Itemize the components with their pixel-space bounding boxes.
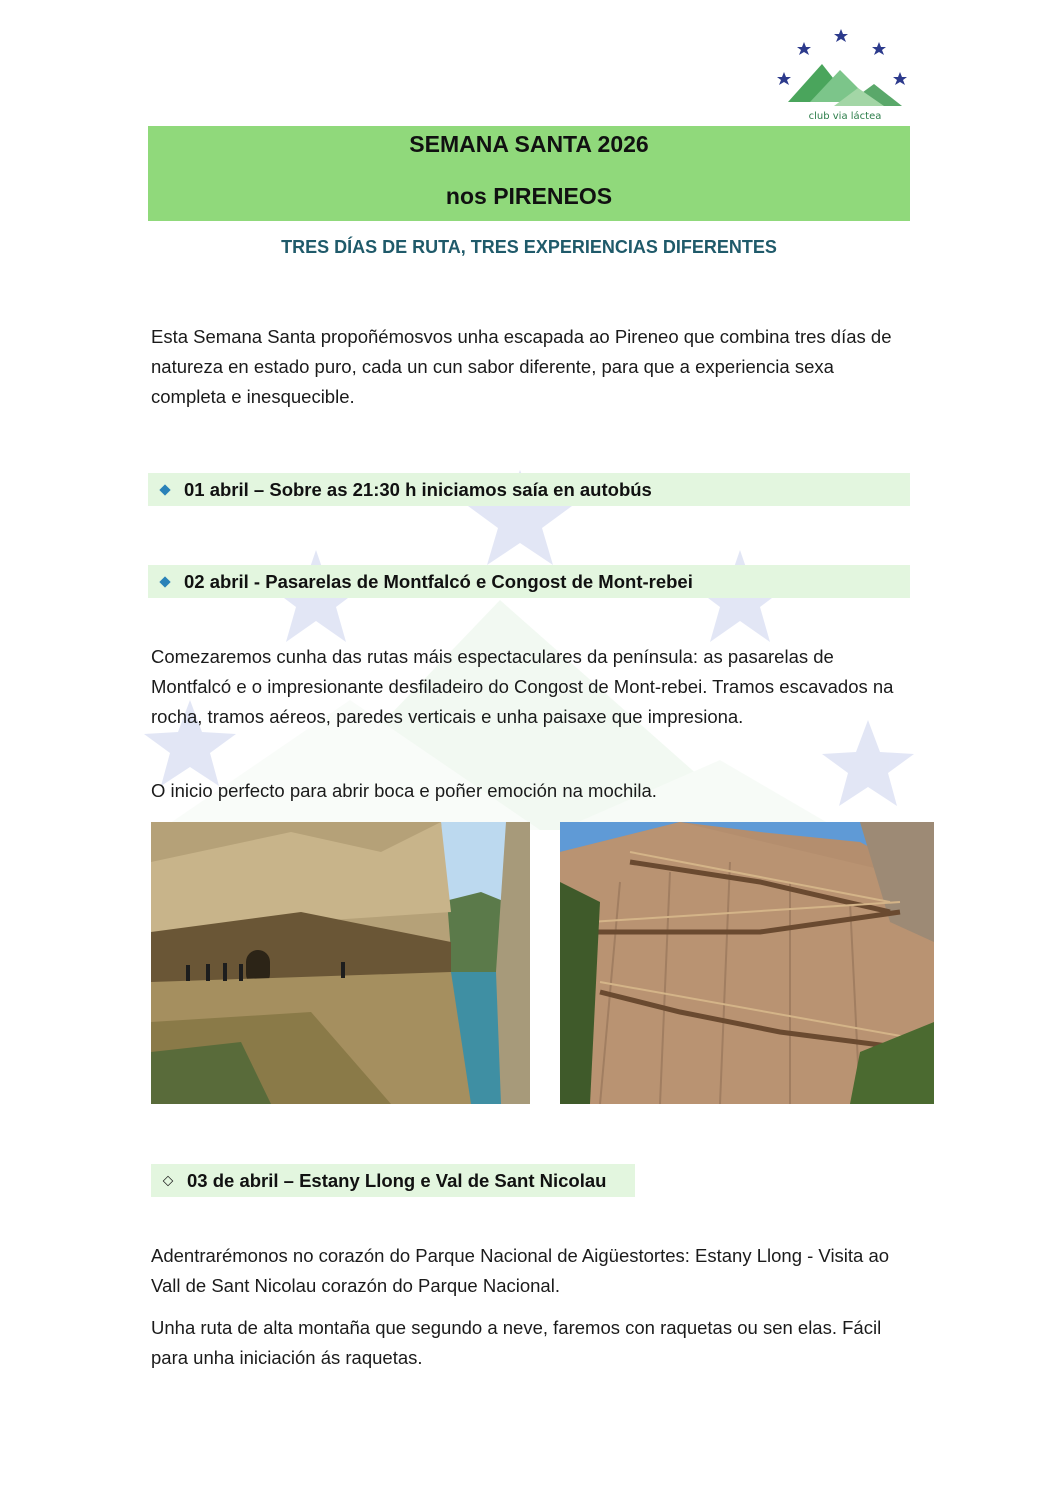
subtitle: TRES DÍAS DE RUTA, TRES EXPERIENCIAS DIFERENTES [281,237,777,257]
photo-canyon-path [151,822,530,1104]
day-2-bar [148,565,910,598]
day-3-bar [151,1164,635,1197]
day-2-paragraph-1: Comezaremos cunha das rutas máis espectaculares da península: as pasarelas de Montfalcó e o impresionante desfiladeiro do Congost de Mont-rebei. Tramos escavados na rocha, tramos aéreos, paredes verticais e unha paisaxe que impresiona. [151,646,894,727]
logo-text: club via láctea [808,111,882,122]
title-line-1: SEMANA SANTA 2026 [409,131,649,157]
intro-paragraph: Esta Semana Santa propoñémosvos unha escapada ao Pireneo que combina tres días de natureza en estado puro, cada un cun sabor diferente, para que a experiencia sexa completa e inesquecible. [151,326,892,407]
day-1-label: 01 abril – Sobre as 21:30 h iniciamos saía en autobús [184,478,652,500]
day-2-label: 02 abril - Pasarelas de Montfalcó e Congost de Mont-rebei [184,570,693,592]
photo-wooden-walkways [560,822,934,1104]
title-banner [148,126,910,221]
day-3-label: 03 de abril – Estany Llong e Val de Sant Nicolau [187,1169,607,1191]
day-1-bar [148,473,910,506]
diamond-bullet-icon [159,576,170,587]
day-2-paragraph-2: O inicio perfecto para abrir boca e poñer emoción na mochila. [151,780,657,801]
day-3-paragraph-2: Unha ruta de alta montaña que segundo a neve, faremos con raquetas ou sen elas. Fácil para unha iniciación ás raquetas. [151,1317,882,1368]
hollow-diamond-bullet-icon [163,1175,174,1186]
day-3-paragraph-1: Adentrarémonos no corazón do Parque Nacional de Aigüestortes: Estany Llong - Visita ao Vall de Sant Nicolau corazón do Parque Nacional. [151,1245,890,1296]
title-line-2: nos PIRENEOS [445,183,613,209]
diamond-bullet-icon [159,484,170,495]
